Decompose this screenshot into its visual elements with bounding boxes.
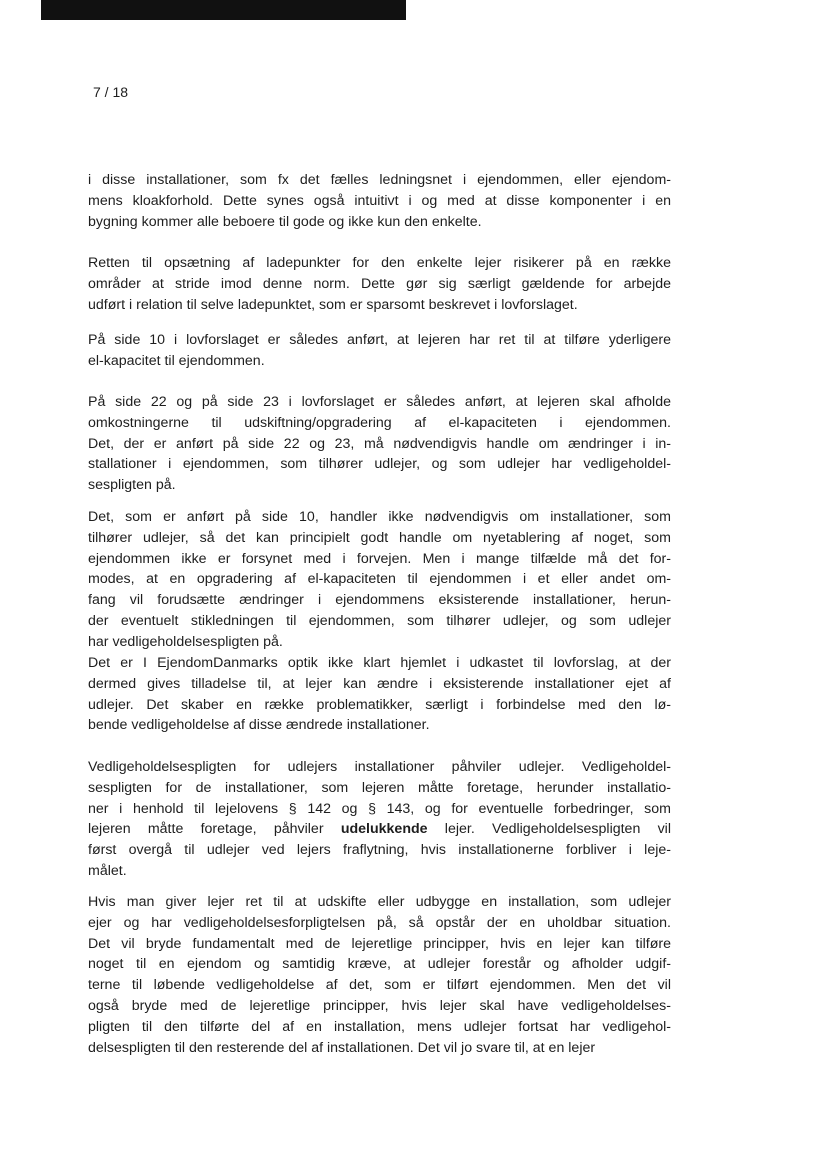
text-line: fang vil forudsætte ændringer i ejendommens eksisterende installationer, herun- (88, 592, 671, 609)
text-line: sespligten på. (88, 477, 176, 494)
text-line: terne til løbende vedligeholdelse af det, som er tilført ejendommen. Men det vil (88, 977, 671, 994)
text-line: omkostningerne til udskiftning/opgradering af el-kapaciteten i ejendommen. (88, 414, 671, 431)
text-line: målet. (88, 862, 127, 879)
text-line: På side 10 i lovforslaget er således anført, at lejeren har ret til at tilføre yderligere (88, 332, 671, 348)
text-line: bygning kommer alle beboere til gode og ikke kun den enkelte. (88, 213, 482, 230)
paragraph (88, 757, 671, 882)
text-line: delsespligten til den resterende del af installationen. Det vil jo svare til, at en lejer (88, 1039, 596, 1056)
text-line: pligten til den tilførte del af en installation, mens udlejer fortsat har vedligehol- (88, 1018, 671, 1035)
text-line: dermed gives tilladelse til, at lejer kan ændre i eksisterende installationer ejet af (88, 675, 671, 692)
page-number: 7 / 18 (93, 84, 129, 100)
text-line: i disse installationer, som fx det fælles ledningsnet i ejendommen, eller ejendom- (88, 172, 671, 188)
paragraph (88, 653, 671, 736)
paragraph (88, 392, 671, 496)
text-line: noget til en ejendom og samtidig kræve, at udlejer forestår og afholder udgif- (88, 956, 671, 973)
text-line: el-kapacitet til ejendommen. (88, 352, 265, 369)
text-line: stallationer i ejendommen, som tilhører udlejer, og som udlejer har vedligeholdel- (88, 456, 671, 473)
text-line: også bryde med de lejeretlige principper, hvis lejer skal have vedligeholdelses- (88, 997, 671, 1014)
text-line: tilhører udlejer, så det kan principielt godt handle om nyetablering af noget, som (88, 529, 671, 546)
paragraph (88, 892, 671, 1058)
text-line: først overgå til udlejer ved lejers fraflytning, hvis installationerne forbliver i leje- (88, 842, 671, 859)
text-line: modes, at en opgradering af el-kapaciteten til ejendommen i et eller andet om- (88, 571, 671, 588)
paragraph (88, 253, 671, 315)
text-line: På side 22 og på side 23 i lovforslaget er således anført, at lejeren skal afholde (88, 394, 671, 410)
text-line: bende vedligeholdelse af disse ændrede installationer. (88, 717, 430, 734)
text-line: ejendommen ikke er forsynet med i forvejen. Men i mange tilfælde må det for- (88, 550, 671, 567)
text-line: Det, som er anført på side 10, handler ikke nødvendigvis om installationer, som (88, 509, 671, 525)
paragraph (88, 330, 671, 372)
text-line: der eventuelt stikledningen til ejendommen, som tilhører udlejer, og som udlejer (88, 612, 671, 629)
text-line: Hvis man giver lejer ret til at udskifte eller udbygge en installation, som udlejer (88, 894, 671, 910)
paragraph (88, 170, 671, 232)
text-line: mens kloakforhold. Dette synes også intuitivt i og med at disse komponenter i en (88, 192, 671, 209)
text-line: områder at stride imod denne norm. Dette gør sig særligt gældende for arbejde (88, 275, 671, 292)
text-line: har vedligeholdelsespligten på. (88, 633, 283, 650)
paragraph (88, 507, 671, 653)
text-line: Det vil bryde fundamentalt med de lejeretlige principper, hvis en lejer kan tilføre (88, 935, 671, 952)
text-line: lejeren måtte foretage, påhviler udelukkende lejer. Vedligeholdelsespligten vil (88, 821, 671, 838)
redaction-bar (41, 0, 406, 20)
text-line: Det, der er anført på side 22 og 23, må nødvendigvis handle om ændringer i in- (88, 435, 671, 452)
text-line: sespligten for de installationer, som lejeren måtte foretage, herunder installatio- (88, 779, 671, 796)
text-line: Vedligeholdelsespligten for udlejers installationer påhviler udlejer. Vedligeholdel- (88, 759, 671, 775)
text-line: ner i henhold til lejelovens § 142 og § 143, og for eventuelle forbedringer, som (88, 800, 671, 817)
text-line: Det er I EjendomDanmarks optik ikke klart hjemlet i udkastet til lovforslag, at der (88, 655, 671, 671)
text-line: udført i relation til selve ladepunktet, som er sparsomt beskrevet i lovforslaget. (88, 296, 578, 313)
text-line: udlejer. Det skaber en række problematikker, særligt i forbindelse med den lø- (88, 696, 671, 713)
emphasis: udelukkende (340, 821, 428, 838)
text-line: ejer og har vedligeholdelsesforpligtelsen på, så opstår der en uholdbar situation. (88, 914, 671, 931)
text-line: Retten til opsætning af ladepunkter for den enkelte lejer risikerer på en række (88, 255, 671, 271)
